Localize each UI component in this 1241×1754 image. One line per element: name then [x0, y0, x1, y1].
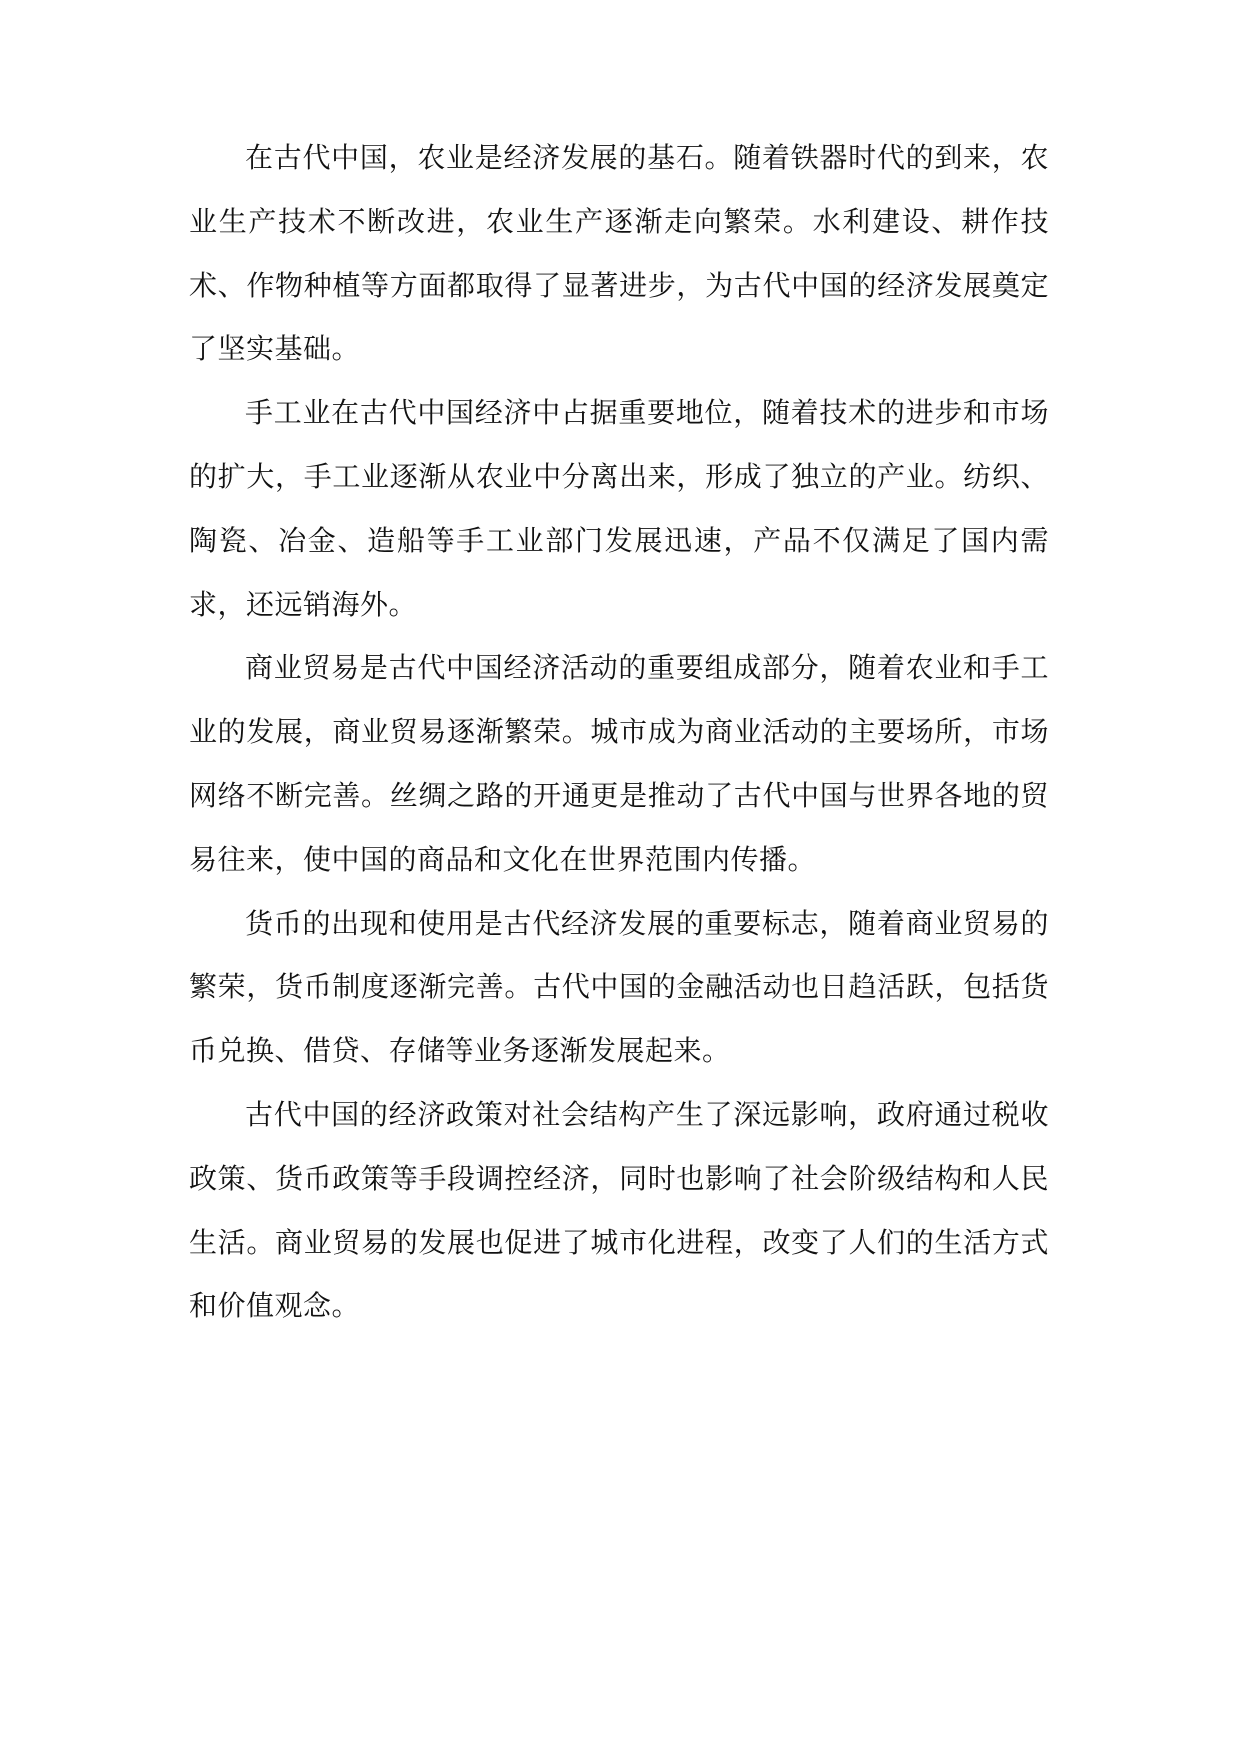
document-body: [189, 126, 1049, 1338]
paragraph-handicraft: 手工业在古代中国经济中占据重要地位，随着技术的进步和市场的扩大，手工业逐渐从农业中分离出来，形成了独立的产业。纺织、陶瓷、冶金、造船等手工业部门发展迅速，产品不仅满足了国内需求，还远销海外。: [189, 396, 1049, 621]
paragraph-currency: 货币的出现和使用是古代经济发展的重要标志，随着商业贸易的繁荣，货币制度逐渐完善。古代中国的金融活动也日趋活跃，包括货币兑换、借贷、存储等业务逐渐发展起来。: [189, 906, 1049, 1068]
paragraph-agriculture: 在古代中国，农业是经济发展的基石。随着铁器时代的到来，农业生产技术不断改进，农业生产逐渐走向繁荣。水利建设、耕作技术、作物种植等方面都取得了显著进步，为古代中国的经济发展奠定了坚实基础。: [189, 141, 1049, 366]
paragraph-economic-policy: 古代中国的经济政策对社会结构产生了深远影响，政府通过税收政策、货币政策等手段调控经济，同时也影响了社会阶级结构和人民生活。商业贸易的发展也促进了城市化进程，改变了人们的生活方式和价值观念。: [189, 1097, 1049, 1323]
paragraph-commerce: 商业贸易是古代中国经济活动的重要组成部分，随着农业和手工业的发展，商业贸易逐渐繁荣。城市成为商业活动的主要场所，市场网络不断完善。丝绸之路的开通更是推动了古代中国与世界各地的贸易往来，使中国的商品和文化在世界范围内传播。: [189, 651, 1049, 876]
